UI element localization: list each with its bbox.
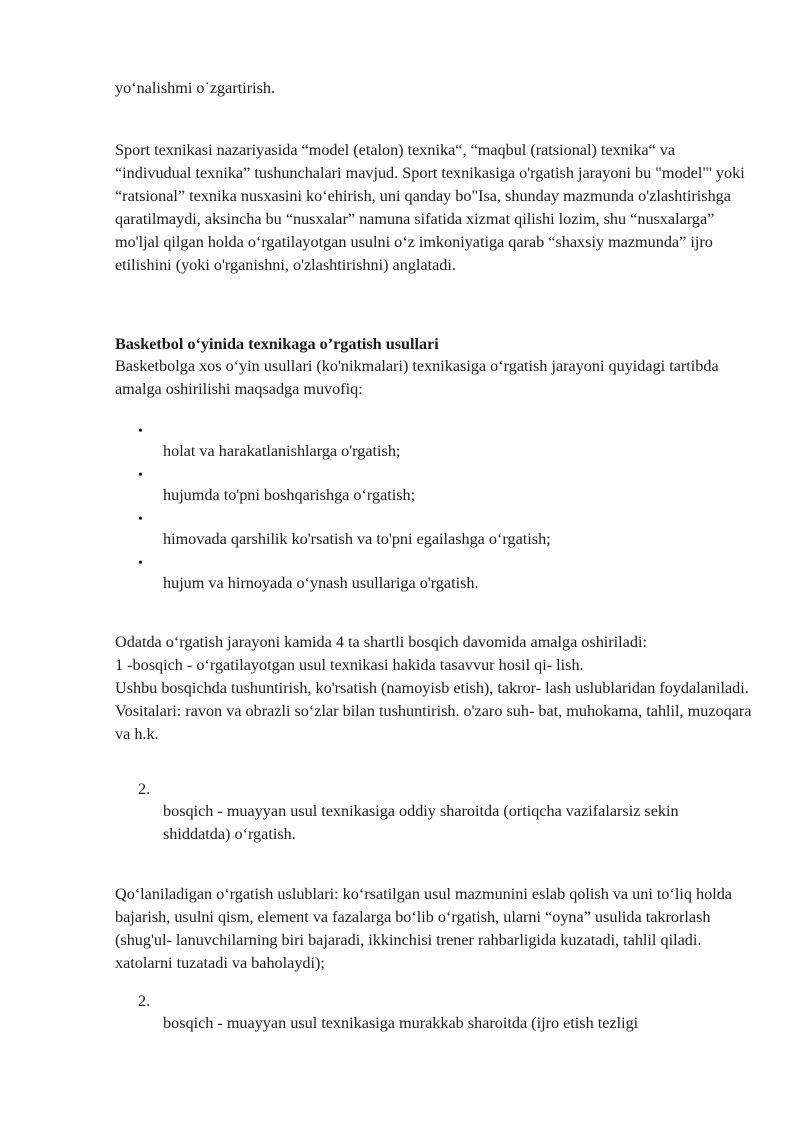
- paragraph-sport-technique: Sport texnikasi nazariyasida “model (etalon) texnika“, “maqbul (ratsional) texnika“ va “indivudual texnika” tushunchalari mavjud. Sport texnikasiga o'rgatish jarayoni bu "model"' yoki “ratsional” texnika nusxasini ko‘ehirish, uni qanday bo"Isa, shunday mazmunda o'zlashtirishga qaratilmaydi, aksincha bu “nusxalar” namuna sifatida xizmat qilishi lozim, shu “nusxalarga” mo'ljal qilgan holda o‘rgatilayotgan usulni o‘z imkoniyatiga qarab “shaxsiy mazmunda” ijro etilishini (yoki o'rganishni, o'zlashtirishni) anglatadi.: [115, 141, 745, 274]
- bullet-icon: •: [138, 556, 143, 571]
- bullet-list: [115, 420, 755, 596]
- paragraph-methods: Qo‘laniladigan o‘rgatish uslublari: ko‘rsatilgan usul mazmunini eslab qolish va uni to‘liq holda bajarish, usulni qism, element va fazalarga bo‘lib o‘rgatish, ularni “oyna” usulida takrorlash (shug'ul- lanuvchilarning biri bajaradi, ikkinchisi trener rahbarligida kuzatadi, tahlil qiladi. xatolarni tuzatadi va baholaydi);: [115, 885, 732, 972]
- bullet-icon: •: [138, 468, 143, 483]
- numbered-item-text: bosqich - muayyan usul texnikasiga oddiy sharoitda (ortiqcha vazifalarsiz sekin shiddatda) o‘rgatish.: [163, 802, 679, 843]
- numbered-item-text: bosqich - muayyan usul texnikasiga murakkab sharoitda (ijro etish tezligi: [163, 1014, 639, 1032]
- paragraph-stage-1-tools: Vositalari: ravon va obrazli so‘zlar bilan tushuntirish. o'zaro suh- bat, muhokama, tahlil, muzoqara va h.k.: [115, 702, 752, 743]
- numbered-item-label: 2.: [138, 992, 151, 1010]
- list-item: [115, 420, 755, 464]
- list-item: [115, 508, 755, 552]
- list-item-text: holat va harakatlanishlarga o'rgatish;: [163, 442, 401, 460]
- list-item-text: hujum va hirnoyada o‘ynash usullariga o'rgatish.: [163, 574, 479, 592]
- section-heading: Basketbol o‘yinida texnikaga o’rgatish usullari: [115, 335, 439, 353]
- paragraph-continuation: yo‘nalishmi o˙zgartirish.: [115, 79, 276, 97]
- bullet-icon: •: [138, 424, 143, 439]
- list-item: [115, 464, 755, 508]
- list-item: [115, 552, 755, 596]
- paragraph-stages-intro: Odatda o‘rgatish jarayoni kamida 4 ta shartli bosqich davomida amalga oshiriladi:: [115, 633, 647, 651]
- paragraph-intro: Basketbolga xos o‘yin usullari (ko'nikmalari) texnikasiga o‘rgatish jarayoni quyidagi tartibda amalga oshirilishi maqsadga muvofiq:: [115, 357, 719, 398]
- paragraph-stage-1-methods: Ushbu bosqichda tushuntirish, ko'rsatish (namoyisb etish), takror- lash uslublaridan foydalaniladi.: [115, 679, 749, 697]
- paragraph-stage-1: 1 -bosqich - o‘rgatilayotgan usul texnikasi hakida tasavvur hosil qi- lish.: [115, 656, 584, 674]
- stages-block: [115, 631, 755, 746]
- numbered-item-label: 2.: [138, 780, 151, 798]
- list-item-text: himovada qarshilik ko'rsatish va to'pni egailashga o‘rgatish;: [163, 530, 551, 548]
- list-item-text: hujumda to'pni boshqarishga o‘rgatish;: [163, 486, 416, 504]
- bullet-icon: •: [138, 512, 143, 527]
